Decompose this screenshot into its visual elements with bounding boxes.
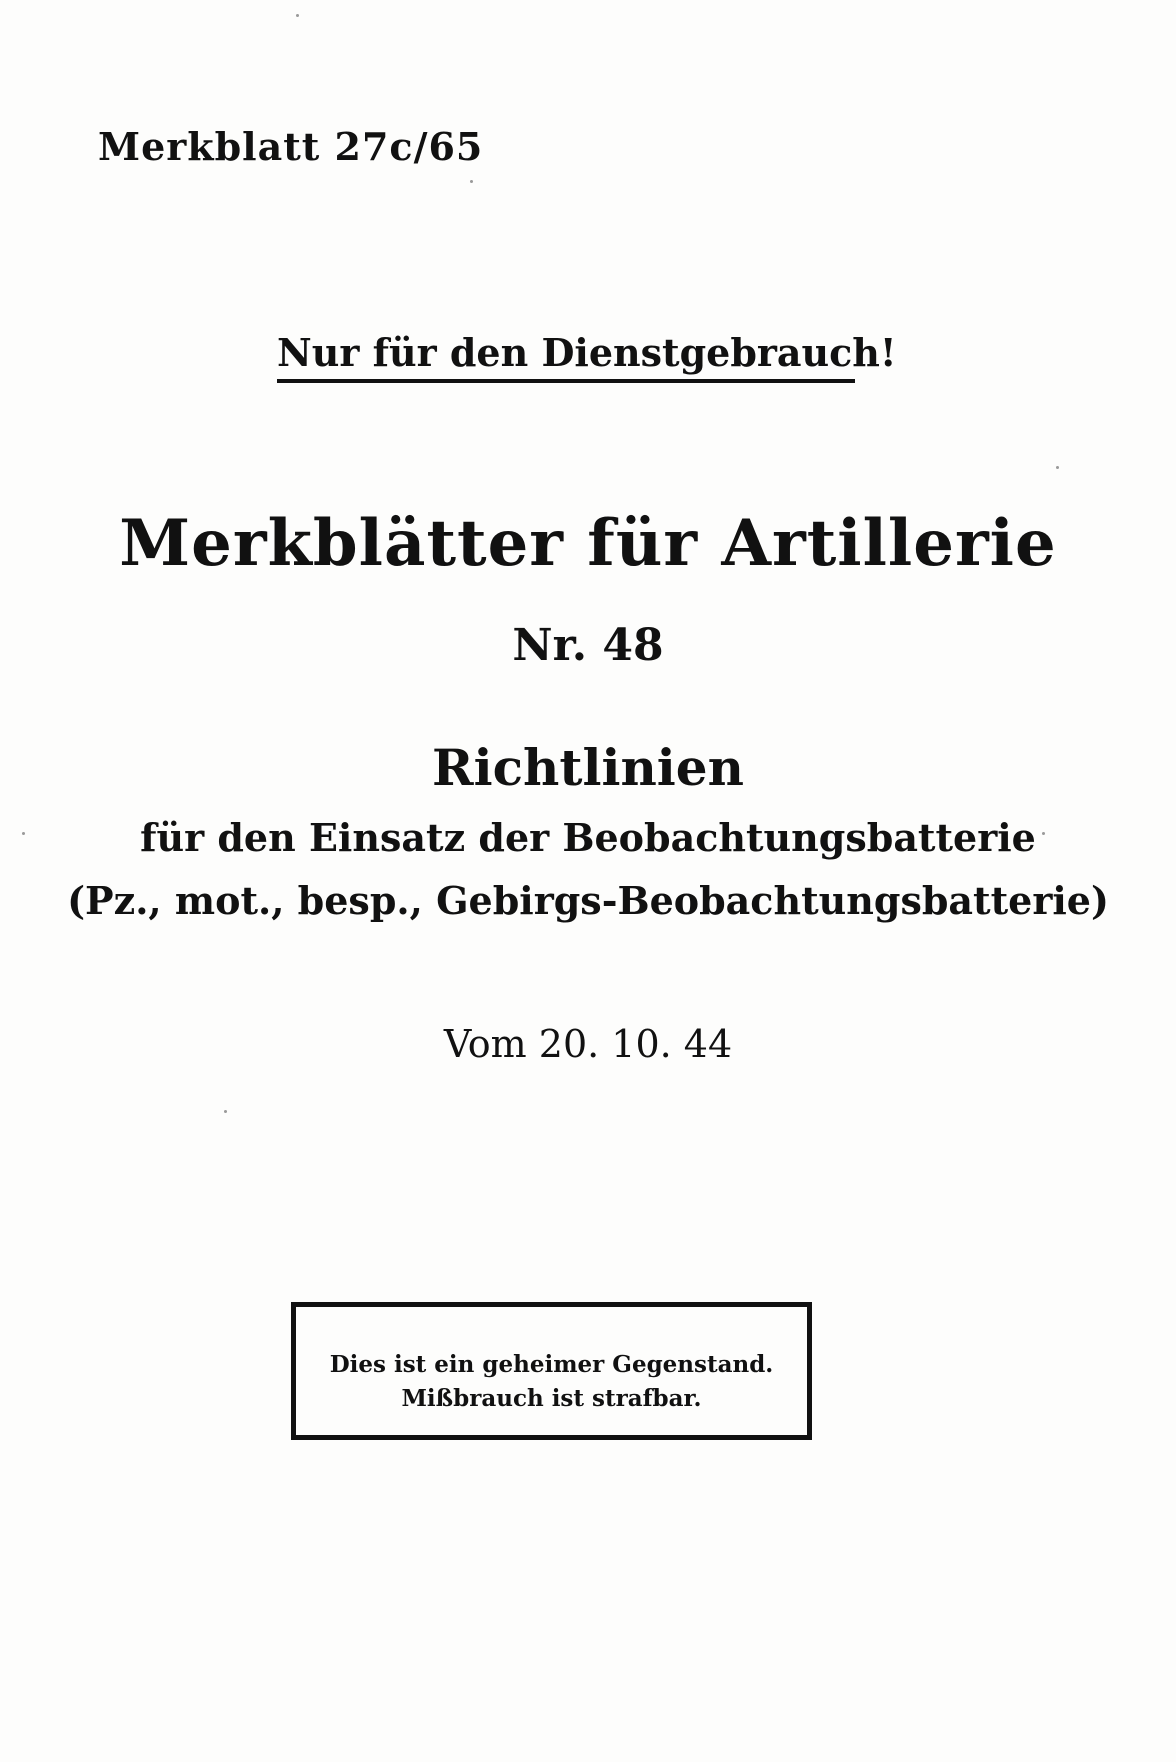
series-title: Merkblätter für Artillerie [119,506,1057,581]
secrecy-notice-line-2: Mißbrauch ist strafbar. [401,1385,702,1412]
paper-speck [296,14,299,17]
document-number: Nr. 48 [512,620,664,671]
restriction-notice: Nur für den Dienstgebrauch! [277,330,855,383]
subject-line-1: für den Einsatz der Beobachtungsbatterie [140,815,1036,860]
issue-date: Vom 20. 10. 44 [443,1022,733,1066]
secrecy-notice-line-1: Dies ist ein geheimer Gegenstand. [329,1351,774,1378]
paper-speck [224,1110,227,1113]
paper-speck [1056,466,1059,469]
sheet-number: Merkblatt 27c/65 [98,124,484,169]
subject-heading: Richtlinien [432,738,744,797]
paper-speck [470,180,473,183]
subject-line-2: (Pz., mot., besp., Gebirgs-Beobachtungsbatterie) [67,878,1109,923]
secrecy-notice-box [291,1302,812,1440]
